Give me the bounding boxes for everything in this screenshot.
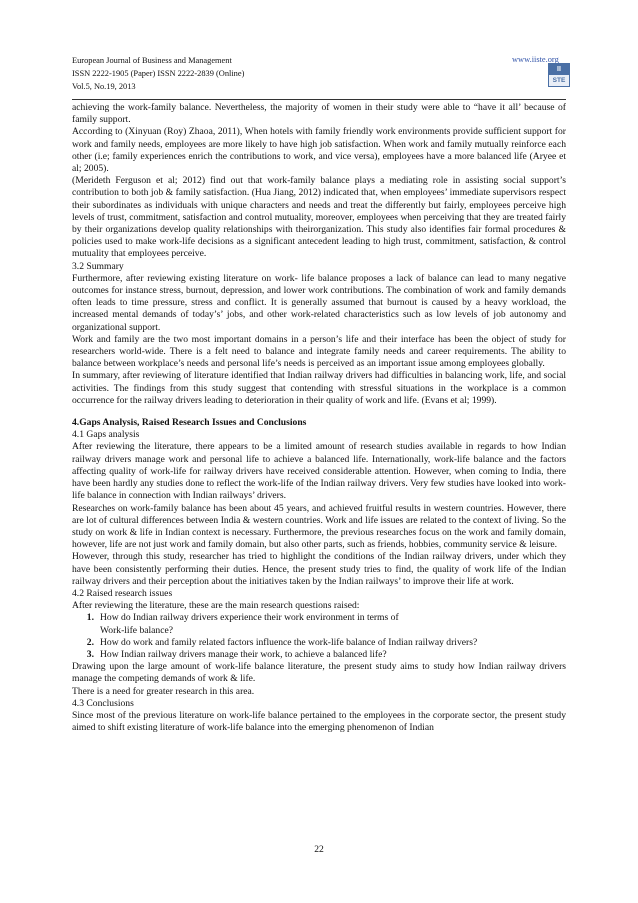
body-text	[72, 102, 566, 734]
paragraph: Work and family are the two most important domains in a person’s life and their interface has been the object of study for researchers world-wide. There is a felt need to balance and integrate family needs and career requirements. The ability to balance between workplace’s needs and personal life’s needs is perceived as an important issue among employees globally.	[72, 333, 566, 370]
paragraph: However, through this study, researcher has tried to highlight the conditions of the Indian railway drivers, under which they have been consistently performing their duties. Hence, the present study tries to find, the quality of work life of the Indian railway drivers and their perception about the initiatives taken by the Indian railways’ to improve their life at work.	[72, 551, 566, 587]
list-text: How Indian railway drivers manage their work, to achieve a balanced life?	[100, 648, 387, 660]
section-heading: 4.Gaps Analysis, Raised Research Issues and Conclusions	[72, 417, 307, 429]
page-number: 22	[314, 844, 324, 855]
header-divider	[72, 99, 566, 100]
journal-name: European Journal of Business and Management	[72, 56, 232, 65]
paragraph: In summary, after reviewing of literature identified that Indian railway drivers had difficulties in balancing work, life, and social activities. The findings from this study suggest that contending with stressful situations in the workplace is a common occurrence for the railway drivers leading to deterioration in their quality of work and life. (Evans et al; 1999).	[72, 370, 566, 406]
journal-website-link[interactable]: www.iiste.org	[512, 55, 559, 64]
list-number: 1.	[86, 612, 94, 624]
list-item	[72, 649, 566, 661]
paragraph: Since most of the previous literature on work-life balance pertained to the employees in the corporate sector, the present study aimed to shift existing literature of work-life balance into the emerging phenomenon of Indian	[72, 709, 566, 734]
logo-bottom-text: STE	[549, 75, 569, 86]
paragraph: Drawing upon the large amount of work-life balance literature, the present study aims to study how Indian railway drivers manage the competing demands of work & life.	[72, 661, 566, 685]
list-item	[72, 637, 566, 649]
paragraph: After reviewing the literature, there appears to be a limited amount of research studies available in regards to how Indian railway drivers manage work and personal life to achieve a balanced life. Internationally, work-life balance and the factors affecting quality of work-life for railway drivers have received considerable attention. However, when coming to India, there have been hardly any studies done to reflect the work-life of the Indian railway drivers. Very few studies have looked into work-life balance in connection with Indian railways’ drivers.	[72, 441, 566, 502]
paragraph: Researches on work-family balance has been about 45 years, and achieved fruitful results in western countries. However, there are lot of cultural differences between India & western countries. Work and life issues are related to the context of living. So the study on work & life in Indian context is necessary. Furthermore, the previous researches focus on the work and family domain, however, life are not just work and family domain, but also other parts, such as friends, hobbies, community service & leisure.	[72, 502, 566, 551]
paragraph: After reviewing the literature, these are the main research questions raised:	[72, 600, 360, 612]
list-number: 2.	[86, 636, 94, 648]
paragraph: (Merideth Ferguson et al; 2012) find out that work-family balance plays a mediating role in assisting social support’s contribution to both job & family satisfaction. (Hua Jiang, 2012) indicated that, when employees’ immediate supervisors respect their subordinates as individuals with unique characters and needs and treat the differently but fairly, employees perceive high levels of trust, commitment, satisfaction and control mutuality, moreover, employees when perceiving that they are treated fairly by their organizations develop quality relationships with theirorganization. This study also identifies fair formal procedures & policies used to make work-life decisions as a significant antecedent leading to high trust, commitment, satisfaction, & control mutuality that employees perceive.	[72, 175, 566, 260]
paragraph: achieving the work-family balance. Nevertheless, the majority of women in their study were able to “have it all’ because of family support.	[72, 102, 566, 126]
journal-volume: Vol.5, No.19, 2013	[72, 82, 136, 91]
subsection-heading: 4.1 Gaps analysis	[72, 429, 140, 441]
list-number: 3.	[86, 648, 94, 660]
paragraph: According to (Xinyuan (Roy) Zhaoa, 2011), When hotels with family friendly work environments provide sufficient support for work and family needs, employees are more likely to have high job satisfaction. When work and family mutually reinforce each other (i.e; family experiences enrich the contributions to work, and vice versa), employees have a more balanced life (Aryee et al; 2005).	[72, 126, 566, 175]
logo-top-text: II	[549, 64, 569, 75]
list-text: How do Indian railway drivers experience their work environment in terms of	[100, 612, 399, 624]
paragraph: There is a need for greater research in this area.	[72, 685, 255, 697]
list-text: How do work and family related factors influence the work-life balance of Indian railway drivers?	[100, 636, 478, 648]
list-continuation: Work-life balance?	[100, 624, 174, 636]
subsection-heading: 3.2 Summary	[72, 260, 124, 272]
subsection-heading: 4.3 Conclusions	[72, 697, 134, 709]
journal-issn: ISSN 2222-1905 (Paper) ISSN 2222-2839 (Online)	[72, 69, 245, 78]
subsection-heading: 4.2 Raised research issues	[72, 587, 173, 599]
list-item	[72, 612, 566, 624]
iiste-logo	[548, 63, 570, 87]
paragraph: Furthermore, after reviewing existing literature on work- life balance proposes a lack of balance can lead to many negative outcomes for instance stress, burnout, depression, and lower work contributions. The combination of work and family demands often leads to time pressure, stress and conflict. It is generally assumed that burnout is caused by a heavy workload, the increased mental demands of today’s’ jobs, and other work-related characteristics such as low levels of job autonomy and organizational support.	[72, 272, 566, 333]
